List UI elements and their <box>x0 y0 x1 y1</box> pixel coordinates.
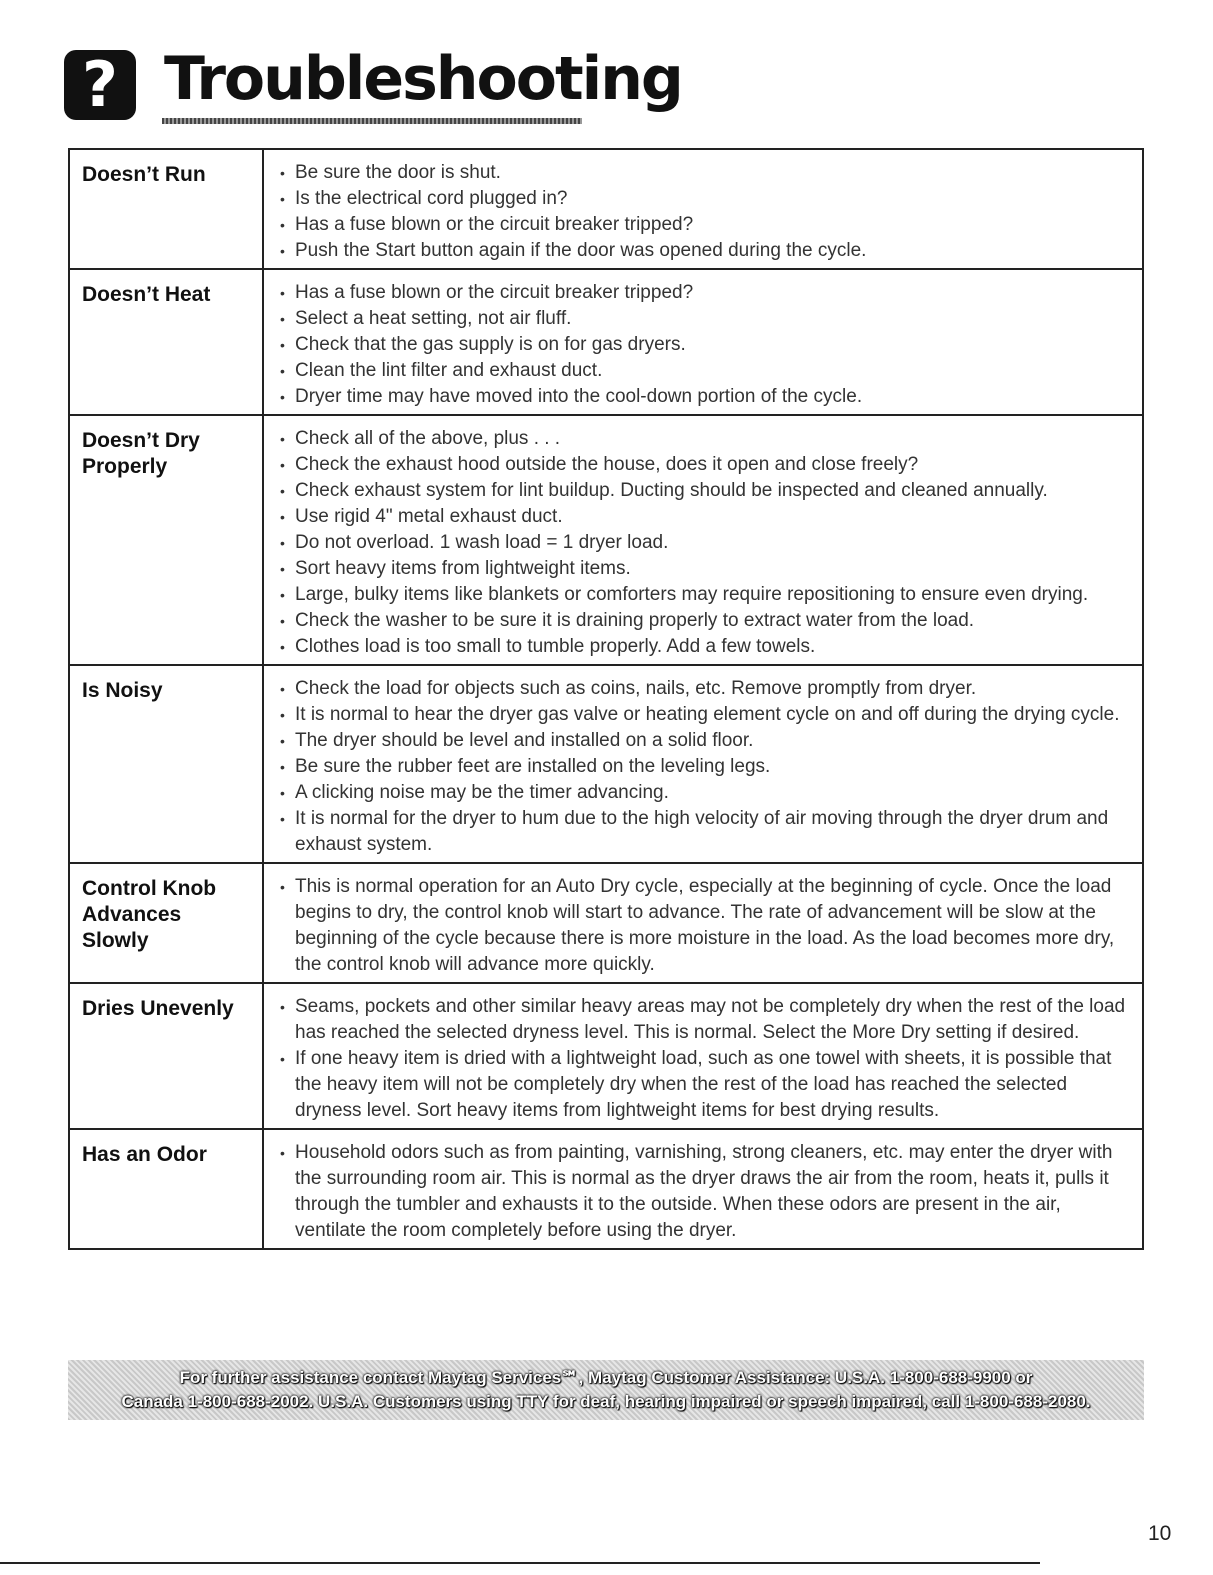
bullet-icon: • <box>280 457 285 473</box>
list-item <box>280 426 1134 452</box>
solution-text: Check the exhaust hood outside the house, does it open and close freely? <box>295 454 919 475</box>
title-underline <box>162 118 582 124</box>
solution-text: Do not overload. 1 wash load = 1 dryer load. <box>295 532 669 553</box>
solution-text: Large, bulky items like blankets or comforters may require repositioning to ensure even drying. <box>295 584 1089 605</box>
problem-label-line: Has an Odor <box>82 1143 207 1166</box>
solution-text: Be sure the rubber feet are installed on the leveling legs. <box>295 756 771 777</box>
page-number: 10 <box>1148 1522 1172 1545</box>
solution-text: Clean the lint filter and exhaust duct. <box>295 360 603 381</box>
problem-label <box>70 150 264 268</box>
problem-label-line: Doesn’t Run <box>82 163 206 186</box>
list-item <box>280 728 1134 754</box>
list-item <box>280 306 1134 332</box>
solution-text: It is normal for the dryer to hum due to the high velocity of air moving through the dryer drum and exhaust system. <box>295 808 1109 855</box>
list-item <box>280 186 1134 212</box>
bullet-icon: • <box>280 311 285 327</box>
bullet-icon: • <box>280 285 285 301</box>
list-item <box>280 452 1134 478</box>
bottom-divider <box>0 1562 1040 1564</box>
bullet-icon: • <box>280 759 285 775</box>
bullet-icon: • <box>280 561 285 577</box>
list-item <box>280 1046 1134 1124</box>
solutions-list <box>264 984 1142 1128</box>
page-title: Troubleshooting <box>164 44 682 114</box>
solution-text: It is normal to hear the dryer gas valve or heating element cycle on and off during the drying cycle. <box>295 704 1120 725</box>
assistance-banner <box>68 1360 1144 1420</box>
list-item <box>280 634 1134 660</box>
problem-label-line: Control Knob <box>82 877 217 900</box>
list-item <box>280 874 1134 978</box>
list-item <box>280 358 1134 384</box>
problem-label <box>70 1130 264 1248</box>
list-item <box>280 702 1134 728</box>
list-item <box>280 994 1134 1046</box>
list-item <box>280 608 1134 634</box>
assistance-text <box>68 1366 1144 1414</box>
list-item <box>280 478 1134 504</box>
troubleshooting-table <box>68 148 1144 1250</box>
bullet-icon: • <box>280 483 285 499</box>
solutions-list <box>264 864 1142 982</box>
solution-text: Check the load for objects such as coins, nails, etc. Remove promptly from dryer. <box>295 678 977 699</box>
bullet-icon: • <box>280 243 285 259</box>
bullet-icon: • <box>280 165 285 181</box>
bullet-icon: • <box>280 587 285 603</box>
list-item <box>280 676 1134 702</box>
bullet-icon: • <box>280 811 285 827</box>
problem-label-line: Advances <box>82 903 182 926</box>
solution-text: Select a heat setting, not air fluff. <box>295 308 572 329</box>
list-item <box>280 212 1134 238</box>
solution-text: Sort heavy items from lightweight items. <box>295 558 631 579</box>
list-item <box>280 582 1134 608</box>
table-row <box>70 982 1142 1128</box>
assistance-line-1: For further assistance contact Maytag Services℠, Maytag Customer Assistance: U.S.A. 1-800-688-9900 or <box>179 1368 1033 1387</box>
bullet-icon: • <box>280 879 285 895</box>
solution-text: A clicking noise may be the timer advancing. <box>295 782 669 803</box>
solution-text: Check that the gas supply is on for gas dryers. <box>295 334 686 355</box>
solutions-list <box>264 150 1142 268</box>
list-item <box>280 1140 1134 1244</box>
table-row <box>70 150 1142 268</box>
solutions-list <box>264 1130 1142 1248</box>
solution-text: Has a fuse blown or the circuit breaker tripped? <box>295 214 694 235</box>
bullet-icon: • <box>280 733 285 749</box>
list-item <box>280 332 1134 358</box>
table-row <box>70 1128 1142 1248</box>
bullet-icon: • <box>280 613 285 629</box>
table-row <box>70 414 1142 664</box>
list-item <box>280 806 1134 858</box>
solution-text: If one heavy item is dried with a lightweight load, such as one towel with sheets, it is possible that the heavy item will not be completely dry when the rest of the load has reached the selected dryness level. Sort heavy items from lightweight items for best drying results. <box>295 1048 1112 1121</box>
bullet-icon: • <box>280 1145 285 1161</box>
list-item <box>280 384 1134 410</box>
list-item <box>280 238 1134 264</box>
bullet-icon: • <box>280 999 285 1015</box>
bullet-icon: • <box>280 535 285 551</box>
solution-text: Check the washer to be sure it is draining properly to extract water from the load. <box>295 610 975 631</box>
list-item <box>280 530 1134 556</box>
solution-text: Be sure the door is shut. <box>295 162 501 183</box>
solution-text: Check exhaust system for lint buildup. Ducting should be inspected and cleaned annually. <box>295 480 1048 501</box>
table-row <box>70 664 1142 862</box>
bullet-icon: • <box>280 217 285 233</box>
solution-text: Dryer time may have moved into the cool-down portion of the cycle. <box>295 386 863 407</box>
problem-label-line: Is Noisy <box>82 679 163 702</box>
solution-text: Seams, pockets and other similar heavy areas may not be completely dry when the rest of the load has reached the selected dryness level. This is normal. Select the More Dry setting if desired. <box>295 996 1126 1043</box>
problem-label <box>70 666 264 862</box>
problem-label-line: Slowly <box>82 929 149 952</box>
problem-label <box>70 864 264 982</box>
question-mark-glyph: ? <box>82 48 118 121</box>
solution-text: Has a fuse blown or the circuit breaker tripped? <box>295 282 694 303</box>
list-item <box>280 504 1134 530</box>
solutions-list <box>264 416 1142 664</box>
solution-text: Is the electrical cord plugged in? <box>295 188 568 209</box>
list-item <box>280 754 1134 780</box>
bullet-icon: • <box>280 363 285 379</box>
problem-label-line: Properly <box>82 455 168 478</box>
bullet-icon: • <box>280 707 285 723</box>
bullet-icon: • <box>280 509 285 525</box>
solution-text: Use rigid 4" metal exhaust duct. <box>295 506 563 527</box>
bullet-icon: • <box>280 337 285 353</box>
list-item <box>280 780 1134 806</box>
list-item <box>280 556 1134 582</box>
solutions-list <box>264 270 1142 414</box>
bullet-icon: • <box>280 785 285 801</box>
question-mark-icon <box>64 50 136 120</box>
bullet-icon: • <box>280 681 285 697</box>
problem-label <box>70 984 264 1128</box>
solution-text: Household odors such as from painting, varnishing, strong cleaners, etc. may enter the dryer with the surrounding room air. This is normal as the dryer draws the air from the room, heats it, pulls it through the tumbler and exhausts it to the outside. When these odors are present in the air, ventilate the room completely before using the dryer. <box>295 1142 1113 1241</box>
bullet-icon: • <box>280 639 285 655</box>
table-row <box>70 268 1142 414</box>
bullet-icon: • <box>280 191 285 207</box>
solution-text: Push the Start button again if the door was opened during the cycle. <box>295 240 867 261</box>
assistance-line-2: Canada 1-800-688-2002. U.S.A. Customers using TTY for deaf, hearing impaired or speech impaired, call 1-800-688-2080. <box>121 1392 1091 1411</box>
list-item <box>280 280 1134 306</box>
problem-label-line: Doesn’t Heat <box>82 283 211 306</box>
solution-text: Clothes load is too small to tumble properly. Add a few towels. <box>295 636 816 657</box>
table-row <box>70 862 1142 982</box>
problem-label <box>70 416 264 664</box>
solutions-list <box>264 666 1142 862</box>
bullet-icon: • <box>280 1051 285 1067</box>
bullet-icon: • <box>280 431 285 447</box>
problem-label <box>70 270 264 414</box>
solution-text: The dryer should be level and installed on a solid floor. <box>295 730 754 751</box>
solution-text: This is normal operation for an Auto Dry cycle, especially at the beginning of cycle. Once the load begins to dry, the control knob will start to advance. The rate of advancement will be slow at the beginning of the cycle because there is more moisture in the load. As the load becomes more dry, the control knob will advance more quickly. <box>295 876 1115 975</box>
bullet-icon: • <box>280 389 285 405</box>
problem-label-line: Doesn’t Dry <box>82 429 200 452</box>
problem-label-line: Dries Unevenly <box>82 997 234 1020</box>
list-item <box>280 160 1134 186</box>
solution-text: Check all of the above, plus . . . <box>295 428 561 449</box>
